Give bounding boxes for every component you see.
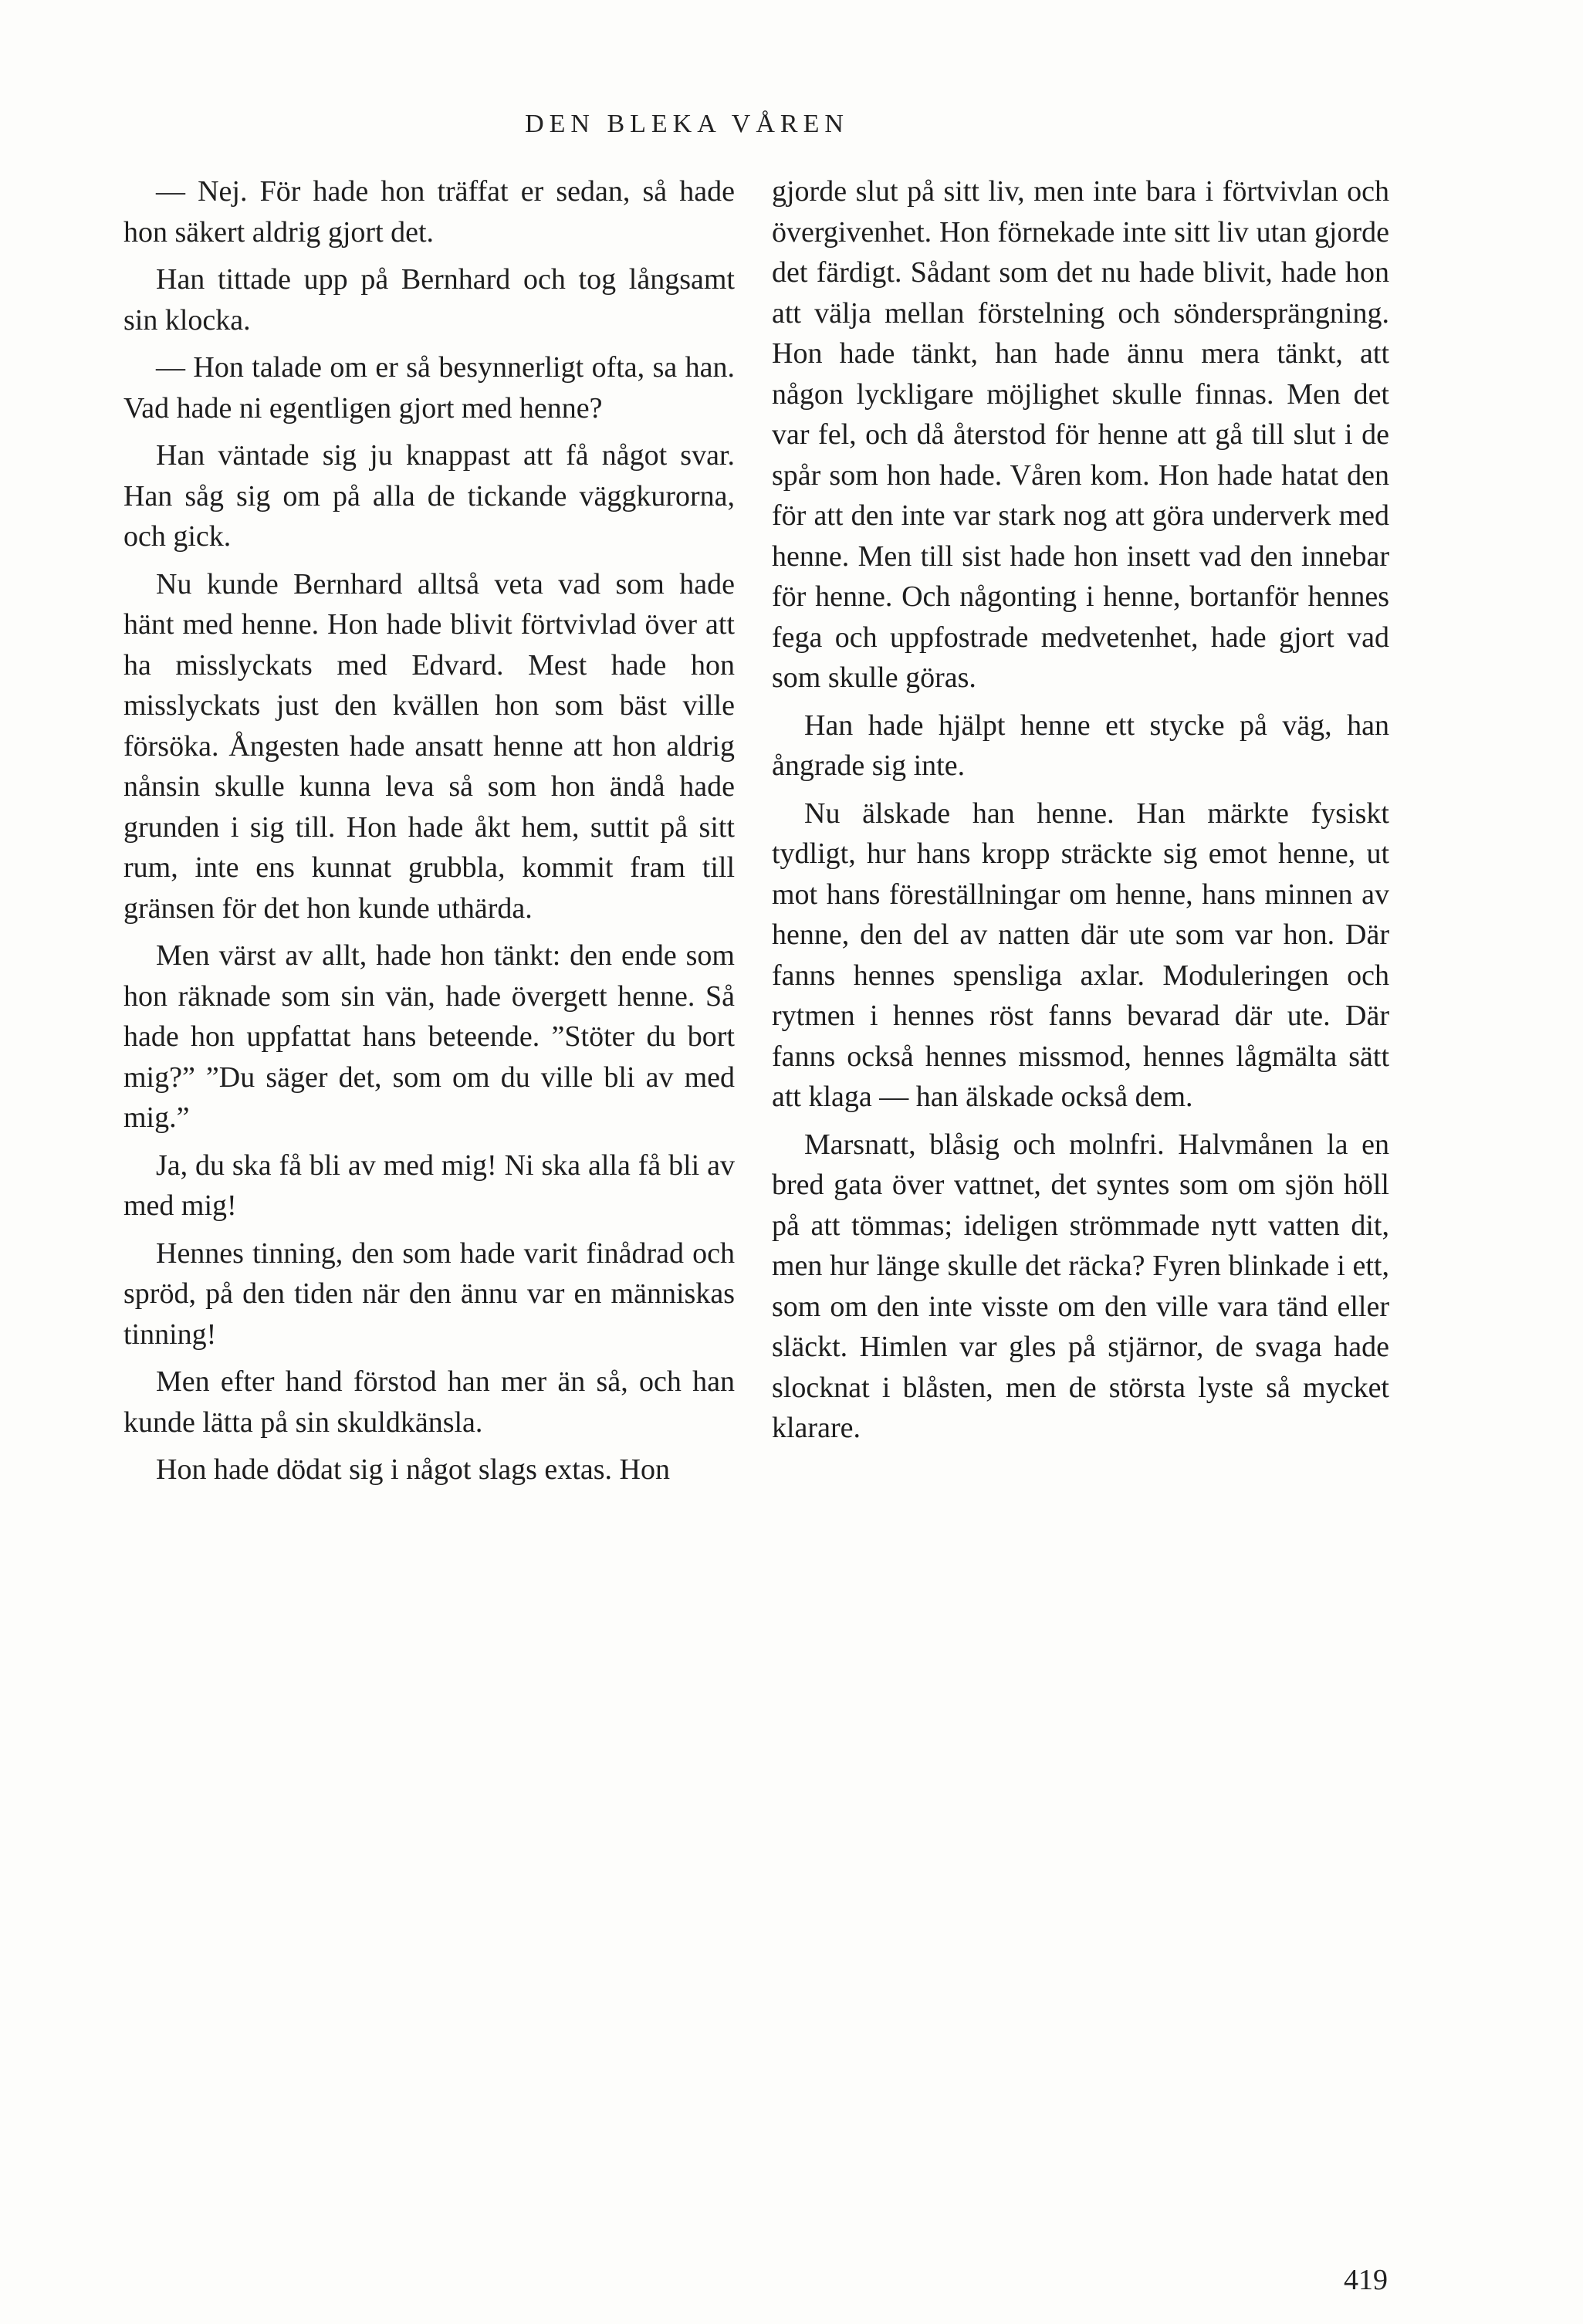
paragraph: Nu kunde Bernhard alltså veta vad som hade hänt med henne. Hon hade blivit förtvivlad över att ha misslyckats med Edvard. Mest hade hon misslyckats just den kvällen hon som bäst ville försöka. Ångesten hade ansatt henne att hon aldrig nånsin skulle kunna leva så som hon ändå hade grunden i sig till. Hon hade åkt hem, suttit på sitt rum, inte ens kunnat grubbla, kommit fram till gränsen för det hon kunde uthärda.	[123, 567, 735, 925]
right-text-column	[772, 171, 1389, 1456]
paragraph: Han väntade sig ju knappast att få något svar. Han såg sig om på alla de tickande väggkurorna, och gick.	[123, 439, 735, 553]
page-number: 419	[1344, 2264, 1388, 2296]
paragraph: Nu älskade han henne. Han märkte fysiskt tydligt, hur hans kropp sträckte sig emot henne, ut mot hans föreställningar om henne, hans minnen av henne, den del av natten där ute som var hon. Där fanns hennes spensliga axlar. Moduleringen och rytmen i hennes röst fanns bevarad där ute. Där fanns också hennes missmod, hennes lågmälta sätt att klaga — han älskade också dem.	[772, 797, 1389, 1113]
paragraph: Marsnatt, blåsig och molnfri. Halvmånen la en bred gata över vattnet, det syntes som om sjön höll på att tömmas; ideligen strömmade nytt vatten dit, men hur länge skulle det räcka? Fyren blinkade i ett, som om den inte visste om den ville vara tänd eller släckt. Himlen var gles på stjärnor, de svaga hade slocknat i blåsten, men de största lyste så mycket klarare.	[772, 1128, 1389, 1444]
paragraph: Hennes tinning, den som hade varit finådrad och spröd, på den tiden när den ännu var en människas tinning!	[123, 1236, 735, 1351]
paragraph-continued: gjorde slut på sitt liv, men inte bara i förtvivlan och övergivenhet. Hon förnekade inte sitt liv utan gjorde det färdigt. Sådant som det nu hade blivit, hade hon att välja mellan förstelning och söndersprängning. Hon hade tänkt, han hade ännu mera tänkt, att någon lyckligare möjlighet skulle finnas. Men det var fel, och då återstod för henne att gå till slut i de spår som hon hade. Våren kom. Hon hade hatat den för att den inte var stark nog att göra underverk med henne. Men till sist hade hon insett vad den innebar för henne. Och någonting i henne, bortanför hennes fega och uppfostrade medvetenhet, hade gjort vad som skulle göras.	[772, 175, 1389, 694]
paragraph: Ja, du ska få bli av med mig! Ni ska alla få bli av med mig!	[123, 1148, 735, 1222]
paragraph: — Hon talade om er så besynnerligt ofta, sa han. Vad hade ni egentligen gjort med henne?	[123, 351, 735, 425]
paragraph: Han hade hjälpt henne ett stycke på väg, han ångrade sig inte.	[772, 709, 1389, 782]
paragraph: Men efter hand förstod han mer än så, och han kunde lätta på sin skuldkänsla.	[123, 1365, 735, 1439]
paragraph: Men värst av allt, hade hon tänkt: den ende som hon räknade som sin vän, hade övergett henne. Så hade hon uppfattat hans beteende. ”Stöter du bort mig?” ”Du säger det, som om du ville bli av med mig.”	[123, 939, 735, 1134]
paragraph: Han tittade upp på Bernhard och tog långsamt sin klocka.	[123, 263, 735, 337]
running-title: DEN BLEKA VÅREN	[525, 110, 849, 138]
paragraph: Hon hade dödat sig i något slags extas. Hon	[156, 1453, 670, 1486]
left-text-column	[123, 171, 735, 1497]
paragraph: — Nej. För hade hon träffat er sedan, så hade hon säkert aldrig gjort det.	[123, 175, 735, 249]
